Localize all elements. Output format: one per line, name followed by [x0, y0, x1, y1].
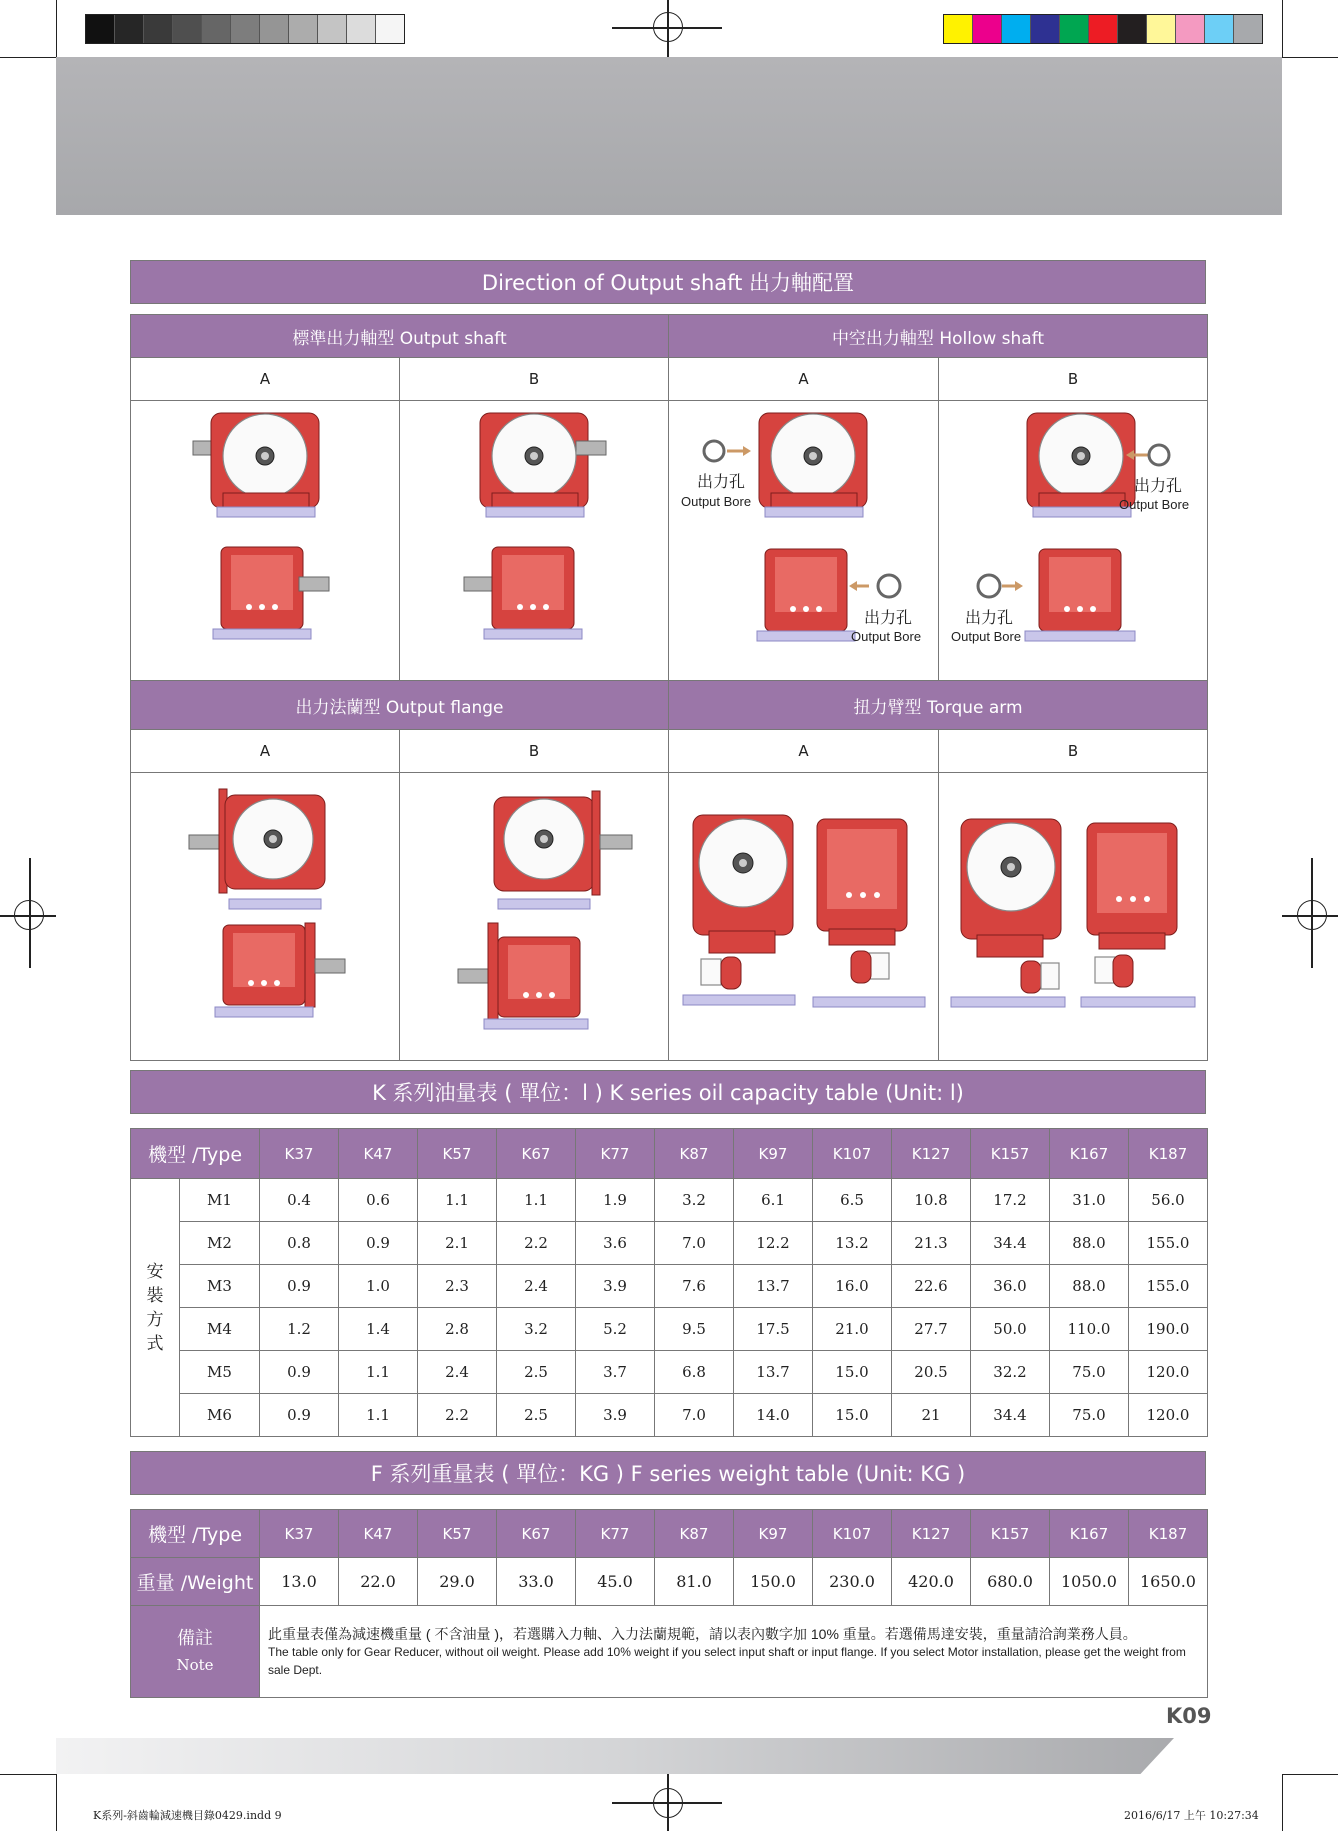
weight-value: 22.0	[339, 1558, 418, 1606]
oil-value: 120.0	[1129, 1394, 1208, 1437]
weight-value: 1050.0	[1050, 1558, 1129, 1606]
oil-value: 21	[892, 1394, 971, 1437]
weight-table	[130, 1509, 1208, 1698]
weight-value: 81.0	[655, 1558, 734, 1606]
model-header: K87	[655, 1129, 734, 1179]
oil-value: 6.1	[734, 1179, 813, 1222]
oil-value: 21.0	[813, 1308, 892, 1351]
gear-reducer-side-view	[1081, 823, 1195, 1007]
torque-arm-b-image	[939, 773, 1208, 1061]
output-flange-a-image	[131, 773, 400, 1061]
gear-reducer-front-view	[189, 789, 325, 909]
model-header: K97	[734, 1510, 813, 1558]
oil-value: 3.7	[576, 1351, 655, 1394]
note-en: The table only for Gear Reducer, without oil weight. Please add 10% weight if you select input shaft or input flange. If you select Motor installation, please get the weight from sale Dept.	[268, 1644, 1186, 1677]
color-swatch	[318, 15, 347, 43]
oil-value: 15.0	[813, 1351, 892, 1394]
mounting-position: M3	[180, 1265, 260, 1308]
oil-value: 1.9	[576, 1179, 655, 1222]
color-swatch	[1147, 15, 1176, 43]
weight-header: 重量 /Weight	[131, 1558, 260, 1606]
hollow-shaft-a-image	[669, 401, 939, 681]
mounting-position: M2	[180, 1222, 260, 1265]
output-shaft-b-image	[400, 401, 669, 681]
gear-reducer-front-view	[683, 815, 795, 1005]
oil-value: 6.5	[813, 1179, 892, 1222]
model-header: K97	[734, 1129, 813, 1179]
bore-label-cn: 出力孔	[1134, 476, 1183, 495]
color-swatch	[973, 15, 1002, 43]
col-b-label: B	[939, 358, 1208, 401]
weight-table-title: F 系列重量表 ( 單位：KG ) F series weight table (Unit: KG )	[130, 1451, 1206, 1495]
bore-label-en: Output Bore	[1119, 497, 1190, 512]
gear-reducer-front-view	[494, 791, 632, 909]
color-swatch	[86, 15, 115, 43]
oil-value: 88.0	[1050, 1265, 1129, 1308]
oil-value: 16.0	[813, 1265, 892, 1308]
note-content	[260, 1606, 1208, 1698]
oil-value: 27.7	[892, 1308, 971, 1351]
oil-value: 2.8	[418, 1308, 497, 1351]
model-header: K77	[576, 1129, 655, 1179]
oil-value: 1.2	[260, 1308, 339, 1351]
gray-color-bar	[85, 14, 405, 44]
oil-value: 21.3	[892, 1222, 971, 1265]
oil-value: 3.9	[576, 1394, 655, 1437]
color-swatch	[944, 15, 973, 43]
oil-value: 13.2	[813, 1222, 892, 1265]
model-header: K127	[892, 1129, 971, 1179]
gear-reducer-side-view	[1025, 549, 1135, 641]
oil-value: 17.5	[734, 1308, 813, 1351]
torque-arm-header: 扭力臂型 Torque arm	[669, 681, 1208, 730]
weight-value: 420.0	[892, 1558, 971, 1606]
oil-value: 0.4	[260, 1179, 339, 1222]
table-row	[131, 1179, 1208, 1222]
direction-table	[130, 314, 1208, 1061]
oil-value: 7.6	[655, 1265, 734, 1308]
oil-value: 2.5	[497, 1351, 576, 1394]
oil-value: 15.0	[813, 1394, 892, 1437]
weight-value: 680.0	[971, 1558, 1050, 1606]
page-number: K09	[1166, 1704, 1212, 1728]
gear-reducer-front-view	[759, 413, 867, 517]
oil-value: 0.9	[260, 1265, 339, 1308]
gear-reducer-side-view	[215, 923, 345, 1017]
oil-value: 2.5	[497, 1394, 576, 1437]
oil-value: 31.0	[1050, 1179, 1129, 1222]
output-shaft-a-image	[131, 401, 400, 681]
weight-value: 45.0	[576, 1558, 655, 1606]
direction-title: Direction of Output shaft 出力軸配置	[130, 260, 1206, 304]
mounting-position: M4	[180, 1308, 260, 1351]
color-swatch	[173, 15, 202, 43]
color-swatch	[1060, 15, 1089, 43]
weight-value: 1650.0	[1129, 1558, 1208, 1606]
oil-value: 7.0	[655, 1394, 734, 1437]
oil-value: 0.9	[260, 1351, 339, 1394]
model-header: K187	[1129, 1510, 1208, 1558]
cmyk-color-bar	[943, 14, 1263, 44]
col-b-label: B	[400, 358, 669, 401]
note-label	[131, 1606, 260, 1698]
oil-value: 0.8	[260, 1222, 339, 1265]
model-header: K37	[260, 1510, 339, 1558]
oil-value: 17.2	[971, 1179, 1050, 1222]
oil-value: 190.0	[1129, 1308, 1208, 1351]
model-header: K107	[813, 1510, 892, 1558]
model-header: K57	[418, 1129, 497, 1179]
gear-reducer-front-view	[951, 819, 1065, 1007]
oil-value: 13.7	[734, 1351, 813, 1394]
weight-value: 150.0	[734, 1558, 813, 1606]
oil-value: 2.1	[418, 1222, 497, 1265]
col-a-label: A	[131, 730, 400, 773]
model-header: K77	[576, 1510, 655, 1558]
color-swatch	[202, 15, 231, 43]
color-swatch	[231, 15, 260, 43]
gear-reducer-side-view	[757, 549, 855, 641]
oil-value: 75.0	[1050, 1351, 1129, 1394]
oil-value: 2.3	[418, 1265, 497, 1308]
gear-reducer-side-view	[813, 819, 925, 1007]
output-flange-header: 出力法蘭型 Output flange	[131, 681, 669, 730]
model-header: K67	[497, 1129, 576, 1179]
type-header: 機型 /Type	[131, 1510, 260, 1558]
color-swatch	[347, 15, 376, 43]
col-b-label: B	[939, 730, 1208, 773]
color-swatch	[1176, 15, 1205, 43]
hollow-shaft-b-image	[939, 401, 1208, 681]
model-header: K67	[497, 1510, 576, 1558]
bore-label-cn: 出力孔	[864, 608, 913, 627]
type-header: 機型 /Type	[131, 1129, 260, 1179]
output-bore-icon	[704, 441, 751, 461]
oil-value: 3.9	[576, 1265, 655, 1308]
oil-value: 1.1	[418, 1179, 497, 1222]
model-header: K127	[892, 1510, 971, 1558]
mounting-position: M5	[180, 1351, 260, 1394]
model-header: K87	[655, 1510, 734, 1558]
footer-bar	[56, 1738, 1174, 1774]
output-bore-icon	[849, 575, 900, 597]
model-header: K47	[339, 1510, 418, 1558]
note-cn: 此重量表僅為減速機重量 ( 不含油量 )，若選購入力軸、入力法蘭規範，請以表內數字加 10% 重量。若選備馬達安裝，重量請洽詢業務人員。	[268, 1625, 1137, 1642]
color-swatch	[1002, 15, 1031, 43]
gear-reducer-side-view	[213, 547, 329, 639]
oil-value: 5.2	[576, 1308, 655, 1351]
table-row	[131, 1351, 1208, 1394]
gear-reducer-front-view	[193, 413, 319, 517]
oil-value: 1.1	[339, 1351, 418, 1394]
color-swatch	[1031, 15, 1060, 43]
oil-value: 1.0	[339, 1265, 418, 1308]
col-a-label: A	[669, 358, 939, 401]
oil-value: 3.6	[576, 1222, 655, 1265]
oil-table-title: K 系列油量表 ( 單位：l ) K series oil capacity table (Unit: l)	[130, 1070, 1206, 1114]
oil-value: 32.2	[971, 1351, 1050, 1394]
oil-value: 3.2	[655, 1179, 734, 1222]
color-swatch	[115, 15, 144, 43]
note-label-en: Note	[176, 1655, 214, 1674]
mounting-position: M1	[180, 1179, 260, 1222]
oil-value: 10.8	[892, 1179, 971, 1222]
model-header: K47	[339, 1129, 418, 1179]
oil-value: 1.1	[497, 1179, 576, 1222]
col-a-label: A	[669, 730, 939, 773]
oil-value: 3.2	[497, 1308, 576, 1351]
oil-value: 34.4	[971, 1222, 1050, 1265]
oil-value: 9.5	[655, 1308, 734, 1351]
mounting-position: M6	[180, 1394, 260, 1437]
oil-value: 2.4	[418, 1351, 497, 1394]
bore-label-en: Output Bore	[851, 629, 922, 644]
table-row	[131, 1265, 1208, 1308]
oil-value: 12.2	[734, 1222, 813, 1265]
weight-value: 29.0	[418, 1558, 497, 1606]
oil-value: 0.9	[260, 1394, 339, 1437]
gear-reducer-side-view	[464, 547, 582, 639]
output-shaft-header: 標準出力軸型 Output shaft	[131, 315, 669, 358]
torque-arm-a-image	[669, 773, 939, 1061]
weight-value: 33.0	[497, 1558, 576, 1606]
oil-value: 88.0	[1050, 1222, 1129, 1265]
oil-value: 1.1	[339, 1394, 418, 1437]
mounting-label: 安 裝 方 式	[131, 1179, 180, 1437]
oil-value: 56.0	[1129, 1179, 1208, 1222]
model-header: K157	[971, 1129, 1050, 1179]
bore-label-cn: 出力孔	[965, 608, 1014, 627]
oil-value: 50.0	[971, 1308, 1050, 1351]
oil-value: 110.0	[1050, 1308, 1129, 1351]
model-header: K107	[813, 1129, 892, 1179]
output-flange-b-image	[400, 773, 669, 1061]
oil-value: 36.0	[971, 1265, 1050, 1308]
oil-value: 22.6	[892, 1265, 971, 1308]
oil-value: 0.9	[339, 1222, 418, 1265]
color-swatch	[376, 15, 404, 43]
header-banner	[56, 57, 1282, 215]
color-swatch	[1205, 15, 1234, 43]
note-label-cn: 備註	[177, 1627, 213, 1649]
oil-value: 2.2	[497, 1222, 576, 1265]
model-header: K167	[1050, 1510, 1129, 1558]
model-header: K37	[260, 1129, 339, 1179]
oil-value: 1.4	[339, 1308, 418, 1351]
gear-reducer-side-view	[458, 923, 588, 1029]
file-slug: K系列-斜齒輪減速機目錄0429.indd 9	[93, 1809, 282, 1822]
model-header: K187	[1129, 1129, 1208, 1179]
oil-value: 120.0	[1129, 1351, 1208, 1394]
date-slug: 2016/6/17 上午 10:27:34	[1124, 1809, 1259, 1822]
output-bore-icon	[978, 575, 1023, 597]
gear-reducer-front-view	[480, 413, 606, 517]
color-swatch	[144, 15, 173, 43]
color-swatch	[260, 15, 289, 43]
oil-value: 155.0	[1129, 1265, 1208, 1308]
oil-value: 20.5	[892, 1351, 971, 1394]
color-swatch	[1118, 15, 1147, 43]
table-row	[131, 1222, 1208, 1265]
model-header: K167	[1050, 1129, 1129, 1179]
oil-value: 7.0	[655, 1222, 734, 1265]
weight-value: 230.0	[813, 1558, 892, 1606]
oil-value: 2.2	[418, 1394, 497, 1437]
color-swatch	[1234, 15, 1262, 43]
oil-value: 75.0	[1050, 1394, 1129, 1437]
model-header: K157	[971, 1510, 1050, 1558]
oil-value: 13.7	[734, 1265, 813, 1308]
table-row	[131, 1394, 1208, 1437]
bore-label-en: Output Bore	[951, 629, 1022, 644]
color-swatch	[289, 15, 318, 43]
oil-value: 34.4	[971, 1394, 1050, 1437]
oil-capacity-table	[130, 1128, 1208, 1437]
col-a-label: A	[131, 358, 400, 401]
oil-value: 0.6	[339, 1179, 418, 1222]
oil-value: 14.0	[734, 1394, 813, 1437]
weight-value: 13.0	[260, 1558, 339, 1606]
color-swatch	[1089, 15, 1118, 43]
col-b-label: B	[400, 730, 669, 773]
oil-value: 155.0	[1129, 1222, 1208, 1265]
bore-label-cn: 出力孔	[697, 472, 746, 491]
table-row	[131, 1308, 1208, 1351]
oil-value: 6.8	[655, 1351, 734, 1394]
oil-value: 2.4	[497, 1265, 576, 1308]
hollow-shaft-header: 中空出力軸型 Hollow shaft	[669, 315, 1208, 358]
bore-label-en: Output Bore	[681, 494, 752, 509]
model-header: K57	[418, 1510, 497, 1558]
